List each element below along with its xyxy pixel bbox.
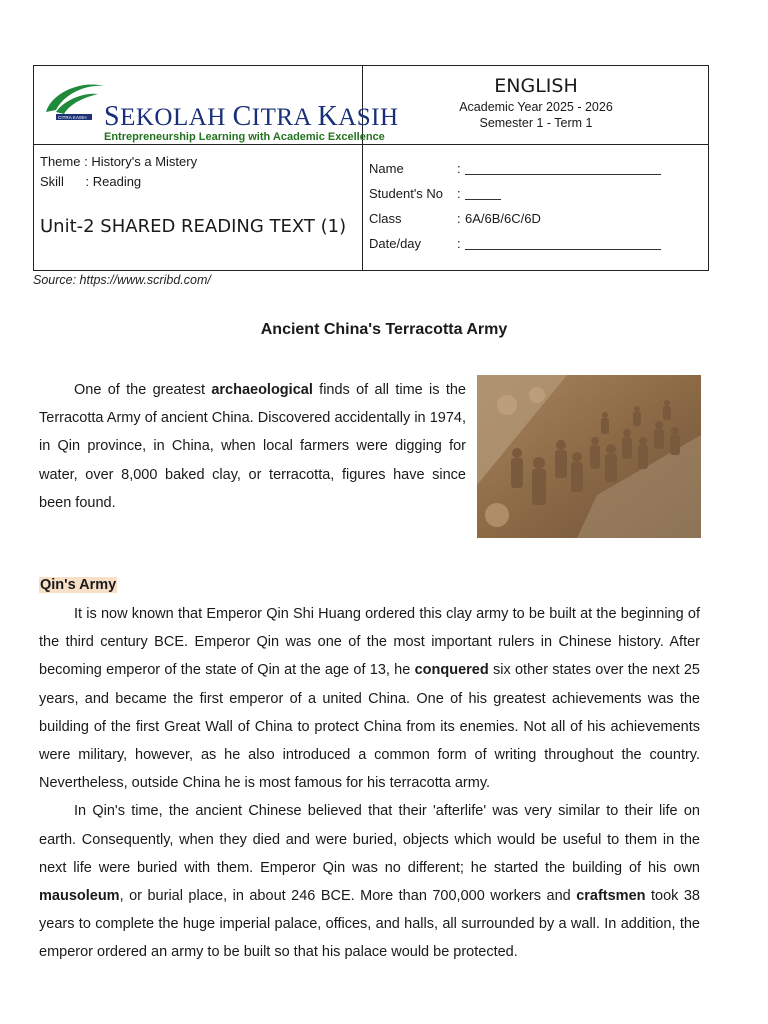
field-value: 6A/6B/6C/6D	[465, 211, 541, 226]
header-table: CITRA KASIH SEKOLAH CITRA KASIH Entrepreneurship Learning with Academic Excellence ENGLISH Academic Year 2025 - 2026 Semester 1 - Term 1 Theme : History's a Mistery Skill : Reading Unit-2 SHARED READING TEXT (1) Name : Student's No : Class : 6A/6B/6C/6D Date/day :	[33, 65, 709, 271]
keyword-archaeological: archaeological	[211, 382, 313, 398]
article-title: Ancient China's Terracotta Army	[260, 321, 508, 338]
intro-paragraph: One of the greatest archaeological finds of all time is the Terracotta Army of ancient China. Discovered accidentally in 1974, in Qin province, in China, when local farmers were digging for water, over 8,000 baked clay, or terracotta, figures have since been found.	[39, 382, 466, 511]
subject-title: ENGLISH	[494, 75, 578, 97]
theme-value: : History's a Mistery	[84, 154, 198, 169]
source-citation: Source: https://www.scribd.com/	[33, 273, 211, 287]
terracotta-army-image	[477, 375, 701, 538]
body-paragraph: In Qin's time, the ancient Chinese believed that their 'afterlife' was very similar to their life on earth. Consequently, when they died and were buried, objects which would be useful to them in the next life were buried with them. Emperor Qin was no different; he started the building of his own mausoleum, or burial place, in about 246 BCE. More than 700,000 workers and craftsmen took 38 years to complete the huge imperial palace, offices, and halls, all surrounded by a wall. In addition, the emperor ordered an army to be built so that his palace would be protected.	[39, 803, 701, 961]
theme-label: Theme	[40, 154, 81, 169]
keyword-craftsmen: craftsmen	[576, 888, 646, 905]
section-heading: Qin's Army	[40, 577, 117, 593]
school-logo	[42, 76, 399, 143]
terracotta-army-photo	[477, 375, 701, 538]
school-tagline: Entrepreneurship Learning with Academic Excellence	[104, 131, 385, 143]
date-blank[interactable]	[465, 249, 661, 250]
student-no-blank[interactable]	[465, 199, 501, 200]
body-paragraph: It is now known that Emperor Qin Shi Huang ordered this clay army to be built at the beginning of the third century BCE. Emperor Qin was one of the most important rulers in Chinese history. After becoming emperor of the state of Qin at the age of 13, he conquered six other states over the next 25 years, and became the first emperor of a united China. One of his greatest achievements was the building of the first Great Wall of China to protect China from its enemies. Not all of his achievements were military, however, as he also introduced a common form of writing throughout the country. Nevertheless, outside China he is most famous for his terracotta army.	[39, 606, 700, 792]
field-label: Date/day	[369, 236, 422, 251]
field-label: Student's No	[369, 186, 444, 201]
subject-block	[363, 66, 709, 130]
skill-label: Skill	[40, 174, 64, 189]
article-body	[39, 600, 700, 967]
school-name: SEKOLAH CITRA KASIH	[104, 101, 399, 132]
keyword-conquered: conquered	[414, 662, 489, 679]
field-label: Class	[369, 211, 402, 226]
unit-title: Unit-2 SHARED READING TEXT (1)	[40, 216, 347, 237]
keyword-mausoleum: mausoleum	[39, 888, 120, 905]
theme-skill-block	[40, 152, 197, 192]
logo-emblem-text: CITRA KASIH	[58, 115, 87, 121]
name-blank[interactable]	[465, 174, 661, 175]
field-label: Name	[369, 161, 404, 176]
skill-value: : Reading	[85, 174, 142, 189]
academic-year: Academic Year 2025 - 2026	[459, 100, 613, 114]
header-divider-horizontal	[34, 144, 708, 145]
semester-term: Semester 1 - Term 1	[479, 116, 593, 130]
